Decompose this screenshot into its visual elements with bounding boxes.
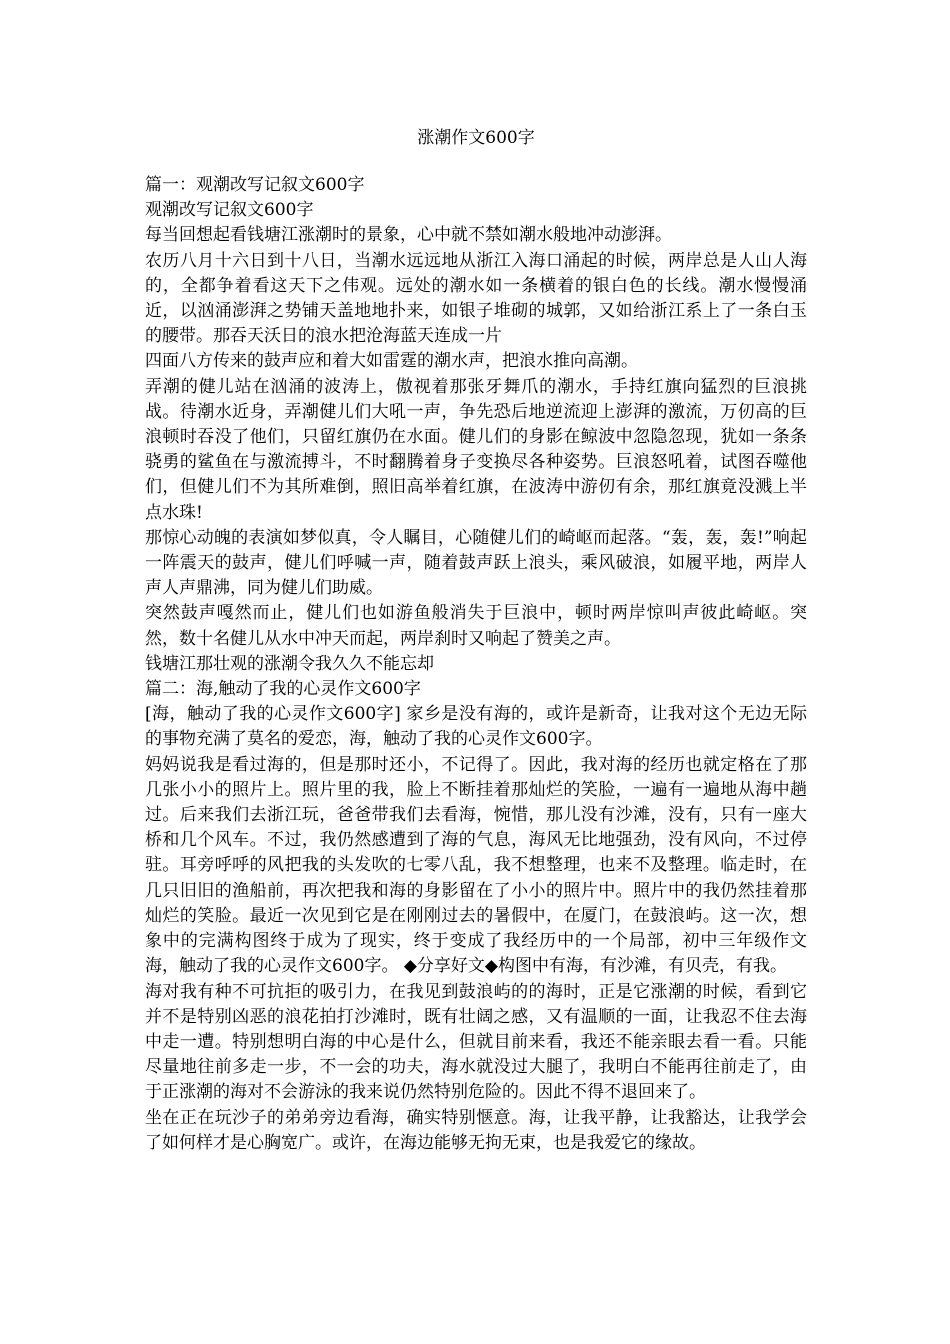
paragraph: 那惊心动魄的表演如梦似真，令人瞩目，心随健儿们的崎岖而起落。“轰，轰，轰!”响起一阵震天的鼓声，健儿们呼喊一声，随着鼓声跃上浪头，乘风破浪，如履平地，两岸人声人声鼎沸，同为健儿们助威。 xyxy=(145,527,807,599)
paragraph: 四面八方传来的鼓声应和着大如雷霆的潮水声，把浪水推向高潮。 xyxy=(145,351,638,372)
paragraph: 弄潮的健儿站在汹涌的波涛上，傲视着那张牙舞爪的潮水，手持红旗向猛烈的巨浪挑战。待潮水近身，弄潮健儿们大吼一声，争先恐后地逆流迎上澎湃的激流，万仞高的巨浪顿时吞没了他们，只留红旗仍在水面。健儿们的身影在鲸波中忽隐忽现，犹如一条条骁勇的鲨鱼在与激流搏斗，不时翻腾着身子变换尽各种姿势。巨浪怒吼着，试图吞噬他们，但健儿们不为其所难倒，照旧高举着红旗，在波涛中游仞有余，那红旗竟没溅上半点水珠! xyxy=(145,376,807,523)
paragraph: 海对我有种不可抗拒的吸引力，在我见到鼓浪屿的的海时，正是它涨潮的时候，看到它并不是特别凶恶的浪花拍打沙滩时，既有壮阔之感，又有温顺的一面，让我忍不住去海中走一遭。特别想明白海的中心是什么，但就目前来看，我还不能亲眼去看一看。只能尽量地往前多走一步，不一会的功夫，海水就没过大腿了，我明白不能再往前走了，由于正涨潮的海对不会游泳的我来说仍然特别危险的。因此不得不退回来了。 xyxy=(145,981,807,1103)
paragraph: 坐在正在玩沙子的弟弟旁边看海，确实特别惬意。海，让我平静，让我豁达，让我学会了如何样才是心胸宽广。或许，在海边能够无拘无束，也是我爱它的缘故。 xyxy=(145,1107,807,1153)
section-heading-2: 篇二：海,触动了我的心灵作文600字 xyxy=(145,679,421,700)
paragraph: 每当回想起看钱塘江涨潮时的景象，心中就不禁如潮水般地冲动澎湃。 xyxy=(145,225,672,246)
paragraph: [海，触动了我的心灵作文600字] 家乡是没有海的，或许是新奇，让我对这个无边无际的事物充满了莫名的爱恋，海，触动了我的心灵作文600字。 xyxy=(145,704,807,750)
paragraph: 突然鼓声嘎然而止，健儿们也如游鱼般消失于巨浪中，顿时两岸惊叫声彼此崎岖。突然，数十名健儿从水中冲天而起，两岸刹时又响起了赞美之声。 xyxy=(145,603,807,649)
document-body xyxy=(145,173,807,1156)
paragraph: 农历八月十六日到十八日，当潮水远远地从浙江入海口涌起的时候，两岸总是人山人海的，全都争着看这天下之伟观。远处的潮水如一条横着的银白色的长线。潮水慢慢涌近，以汹涌澎湃之势铺天盖地地扑来，如银子堆砌的城郭，又如给浙江系上了一条白玉的腰带。那吞天沃日的浪水把沧海蓝天连成一片 xyxy=(145,250,807,347)
article-title-1: 观潮改写记叙文600字 xyxy=(145,200,314,221)
paragraph: 钱塘江那壮观的涨潮令我久久不能忘却 xyxy=(145,653,434,674)
document-title: 涨潮作文600字 xyxy=(417,128,535,148)
paragraph: 妈妈说我是看过海的，但是那时还小，不记得了。因此，我对海的经历也就定格在了那几张小小的照片上。照片里的我，脸上不断挂着那灿烂的笑脸，一遍有一遍地从海中趟过。后来我们去浙江玩，爸爸带我们去看海，惋惜，那儿没有沙滩，没有，只有一座大桥和几个风车。不过，我仍然感遭到了海的气息，海风无比地强劲，没有风向，不过停驻。耳旁呼呼的风把我的头发吹的七零八乱，我不想整理，也来不及整理。临走时，在几只旧旧的渔船前，再次把我和海的身影留在了小小的照片中。照片中的我仍然挂着那灿烂的笑脸。最近一次见到它是在刚刚过去的暑假中，在厦门，在鼓浪屿。这一次，想象中的完满构图终于成为了现实，终于变成了我经历中的一个局部，初中三年级作文海，触动了我的心灵作文600字。 ◆分享好文◆构图中有海，有沙滩，有贝壳，有我。 xyxy=(145,754,807,977)
section-heading-1: 篇一：观潮改写记叙文600字 xyxy=(145,175,365,195)
